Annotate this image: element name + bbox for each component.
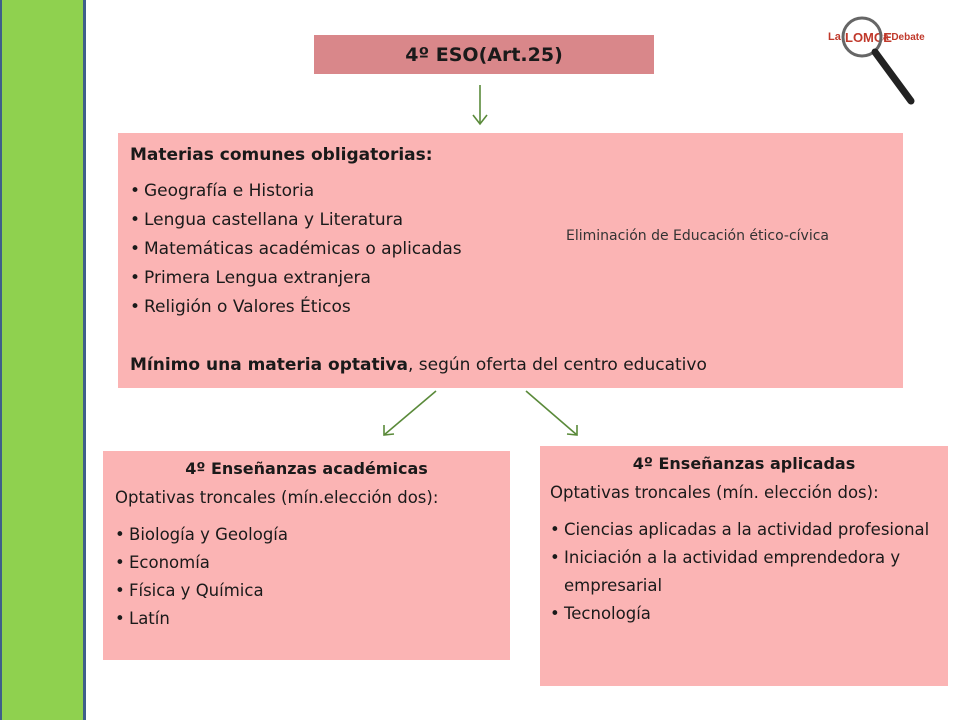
- page-title: 4º ESO(Art.25): [314, 35, 654, 74]
- logo-debate-text: a Debate: [883, 32, 925, 43]
- list-item: • Lengua castellana y Literatura: [130, 206, 891, 235]
- list-item: • Latín: [115, 605, 498, 633]
- logo-lomce-text: LOMCE: [845, 30, 892, 45]
- list-item: • Economía: [115, 549, 498, 577]
- list-item: • Iniciación a la actividad emprendedora y empresarial: [550, 544, 938, 600]
- list-item: • Primera Lengua extranjera: [130, 264, 891, 293]
- aplicadas-box: [540, 446, 948, 686]
- list-item: • Física y Química: [115, 577, 498, 605]
- arrow-down-icon: [473, 85, 487, 124]
- common-subjects-heading: Materias comunes obligatorias:: [130, 145, 433, 165]
- arrow-diagonal-icon: [526, 391, 577, 435]
- elimination-note: Eliminación de Educación ético-cívica: [566, 228, 829, 244]
- aplicadas-list: [550, 516, 938, 628]
- academicas-title: 4º Enseñanzas académicas: [185, 459, 428, 478]
- list-item: • Ciencias aplicadas a la actividad profesional: [550, 516, 938, 544]
- lomce-logo: [825, 15, 935, 110]
- optional-subject-bold: Mínimo una materia optativa: [130, 355, 408, 375]
- common-subjects-list: [130, 177, 891, 322]
- optional-subject-line: [130, 355, 707, 375]
- academicas-box: [103, 451, 510, 660]
- list-item: • Religión o Valores Éticos: [130, 293, 891, 322]
- optional-subject-rest: , según oferta del centro educativo: [407, 355, 707, 375]
- list-item: • Tecnología: [550, 600, 938, 628]
- list-item: • Biología y Geología: [115, 521, 498, 549]
- list-item: • Geografía e Historia: [130, 177, 891, 206]
- list-item: • Matemáticas académicas o aplicadas: [130, 235, 891, 264]
- common-subjects-box: [118, 133, 903, 388]
- academicas-list: [115, 521, 498, 633]
- aplicadas-title: 4º Enseñanzas aplicadas: [632, 454, 856, 473]
- arrow-diagonal-icon: [384, 391, 436, 435]
- aplicadas-lead: Optativas troncales (mín. elección dos):: [550, 483, 879, 502]
- logo-la-text: La: [828, 31, 841, 43]
- academicas-lead: Optativas troncales (mín.elección dos):: [115, 488, 439, 507]
